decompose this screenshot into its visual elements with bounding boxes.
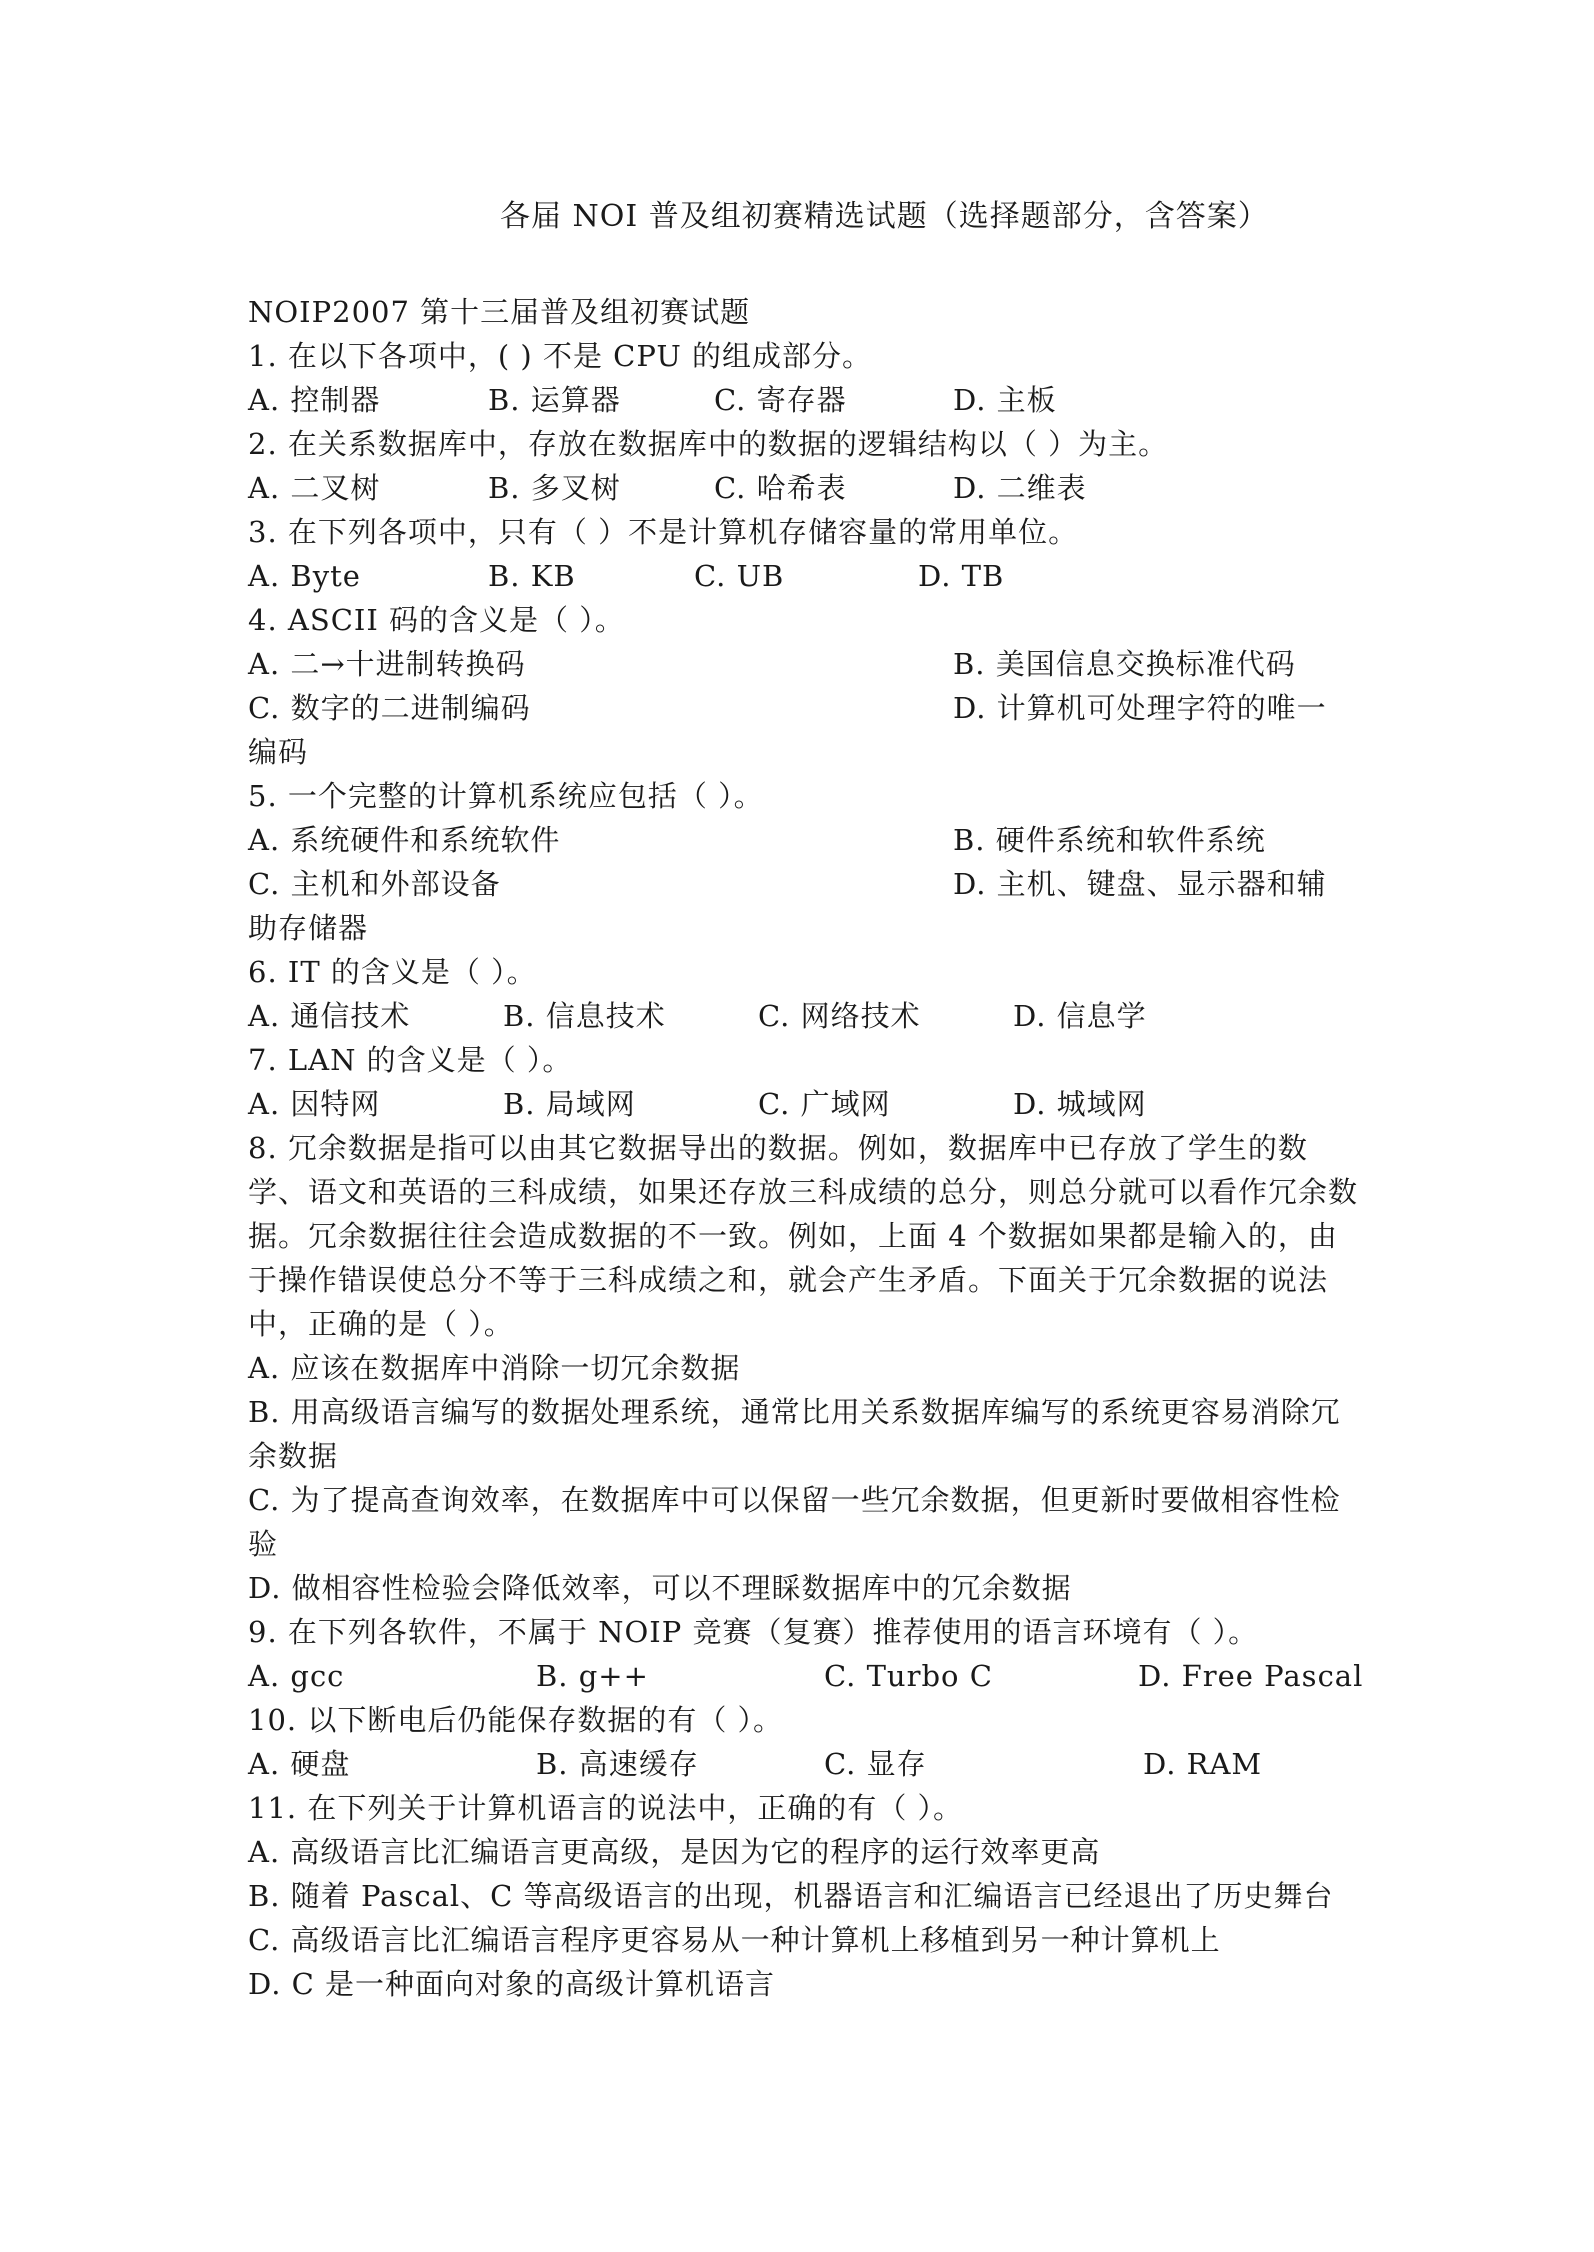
question-9-option-c: C. Turbo C [824, 1659, 993, 1693]
question-4-options-row1 [248, 642, 1358, 686]
question-8-stem: 8. 冗余数据是指可以由其它数据导出的数据。例如，数据库中已存放了学生的数学、语文和英语的三科成绩，如果还存放三科成绩的总分，则总分就可以看作冗余数据。冗余数据往往会造成数据的不一致。例如，上面 4 个数据如果都是输入的，由于操作错误使总分不等于三科成绩之和，就会产生矛盾。下面关于冗余数据的说法中，正确的是（ ）。 [248, 1131, 1359, 1341]
question-10-option-b: B. 高速缓存 [536, 1747, 699, 1781]
question-11-option-d: D. C 是一种面向对象的高级计算机语言 [248, 1967, 776, 2001]
question-9-options [248, 1654, 1364, 1698]
question-1-options [248, 378, 1358, 422]
question-11-option-a: A. 高级语言比汇编语言更高级，是因为它的程序的运行效率更高 [248, 1835, 1101, 1869]
question-4-option-d: D. 计算机可处理字符的唯一 [953, 691, 1327, 725]
question-6-options [248, 994, 1358, 1038]
question-4-options-row2 [248, 686, 1358, 774]
question-1-stem: 1. 在以下各项中，( ) 不是 CPU 的组成部分。 [248, 339, 873, 373]
question-1-option-c: C. 寄存器 [714, 383, 847, 417]
question-7-option-c: C. 广域网 [758, 1087, 891, 1121]
question-8-option-c: C. 为了提高查询效率，在数据库中可以保留一些冗余数据，但更新时要做相容性检验 [248, 1483, 1341, 1561]
question-9-option-d: D. Free Pascal [1138, 1659, 1364, 1693]
question-7-option-d: D. 城域网 [1013, 1087, 1147, 1121]
question-2-stem: 2. 在关系数据库中，存放在数据库中的数据的逻辑结构以（ ）为主。 [248, 427, 1169, 461]
document-title: 各届 NOI 普及组初赛精选试题（选择题部分，含答案） [500, 199, 1269, 234]
question-4-stem: 4. ASCII 码的含义是（ ）。 [248, 603, 625, 637]
question-11-option-b: B. 随着 Pascal、C 等高级语言的出现，机器语言和汇编语言已经退出了历史舞台 [248, 1879, 1334, 1913]
question-3-option-a: A. Byte [248, 559, 361, 593]
question-5-options-row2 [248, 862, 1358, 950]
question-2-option-d: D. 二维表 [953, 471, 1087, 505]
question-2-option-a: A. 二叉树 [248, 471, 381, 505]
question-2-option-b: B. 多叉树 [488, 471, 621, 505]
question-4-option-b: B. 美国信息交换标准代码 [953, 647, 1296, 681]
question-10-options [248, 1742, 1358, 1786]
question-6-option-b: B. 信息技术 [503, 999, 666, 1033]
question-4-option-a: A. 二→十进制转换码 [248, 647, 526, 681]
question-7-option-a: A. 因特网 [248, 1087, 381, 1121]
question-7-options [248, 1082, 1358, 1126]
question-5-option-d-continued: 助存储器 [248, 911, 369, 945]
question-10-option-d: D. RAM [1143, 1747, 1263, 1781]
question-1-option-b: B. 运算器 [488, 383, 621, 417]
question-6-option-c: C. 网络技术 [758, 999, 921, 1033]
question-8-option-d: D. 做相容性检验会降低效率，可以不理睬数据库中的冗余数据 [248, 1571, 1072, 1605]
question-3-options [248, 554, 1358, 598]
question-10-stem: 10. 以下断电后仍能保存数据的有（ ）。 [248, 1703, 784, 1737]
question-7-option-b: B. 局域网 [503, 1087, 636, 1121]
question-5-option-a: A. 系统硬件和系统软件 [248, 823, 561, 857]
question-11-stem: 11. 在下列关于计算机语言的说法中，正确的有（ ）。 [248, 1791, 964, 1825]
question-2-options [248, 466, 1358, 510]
question-1-option-d: D. 主板 [953, 383, 1057, 417]
question-8-option-b: B. 用高级语言编写的数据处理系统，通常比用关系数据库编写的系统更容易消除冗余数据 [248, 1395, 1341, 1473]
question-3-option-b: B. KB [488, 559, 576, 593]
question-9-option-a: A. gcc [248, 1659, 345, 1693]
question-7-stem: 7. LAN 的含义是（ ）。 [248, 1043, 573, 1077]
question-4-option-d-continued: 编码 [248, 735, 309, 769]
question-9-option-b: B. g++ [536, 1659, 649, 1693]
question-5-stem: 5. 一个完整的计算机系统应包括（ ）。 [248, 779, 764, 813]
question-5-option-d: D. 主机、键盘、显示器和辅 [953, 867, 1327, 901]
question-5-option-c: C. 主机和外部设备 [248, 867, 501, 901]
question-1-option-a: A. 控制器 [248, 383, 381, 417]
question-8-option-a: A. 应该在数据库中消除一切冗余数据 [248, 1351, 741, 1385]
question-6-option-d: D. 信息学 [1013, 999, 1147, 1033]
question-3-stem: 3. 在下列各项中，只有（ ）不是计算机存储容量的常用单位。 [248, 515, 1079, 549]
question-4-option-c: C. 数字的二进制编码 [248, 691, 531, 725]
section-heading: NOIP2007 第十三届普及组初赛试题 [248, 295, 751, 329]
question-10-option-c: C. 显存 [824, 1747, 927, 1781]
question-3-option-c: C. UB [694, 559, 785, 593]
question-5-option-b: B. 硬件系统和软件系统 [953, 823, 1266, 857]
question-11-option-c: C. 高级语言比汇编语言程序更容易从一种计算机上移植到另一种计算机上 [248, 1923, 1221, 1957]
question-2-option-c: C. 哈希表 [714, 471, 847, 505]
question-6-stem: 6. IT 的含义是（ ）。 [248, 955, 537, 989]
question-10-option-a: A. 硬盘 [248, 1747, 351, 1781]
question-6-option-a: A. 通信技术 [248, 999, 411, 1033]
question-5-options-row1 [248, 818, 1358, 862]
document-body [248, 290, 1364, 2006]
question-3-option-d: D. TB [918, 559, 1005, 593]
question-9-stem: 9. 在下列各软件，不属于 NOIP 竞赛（复赛）推荐使用的语言环境有（ ）。 [248, 1615, 1259, 1649]
